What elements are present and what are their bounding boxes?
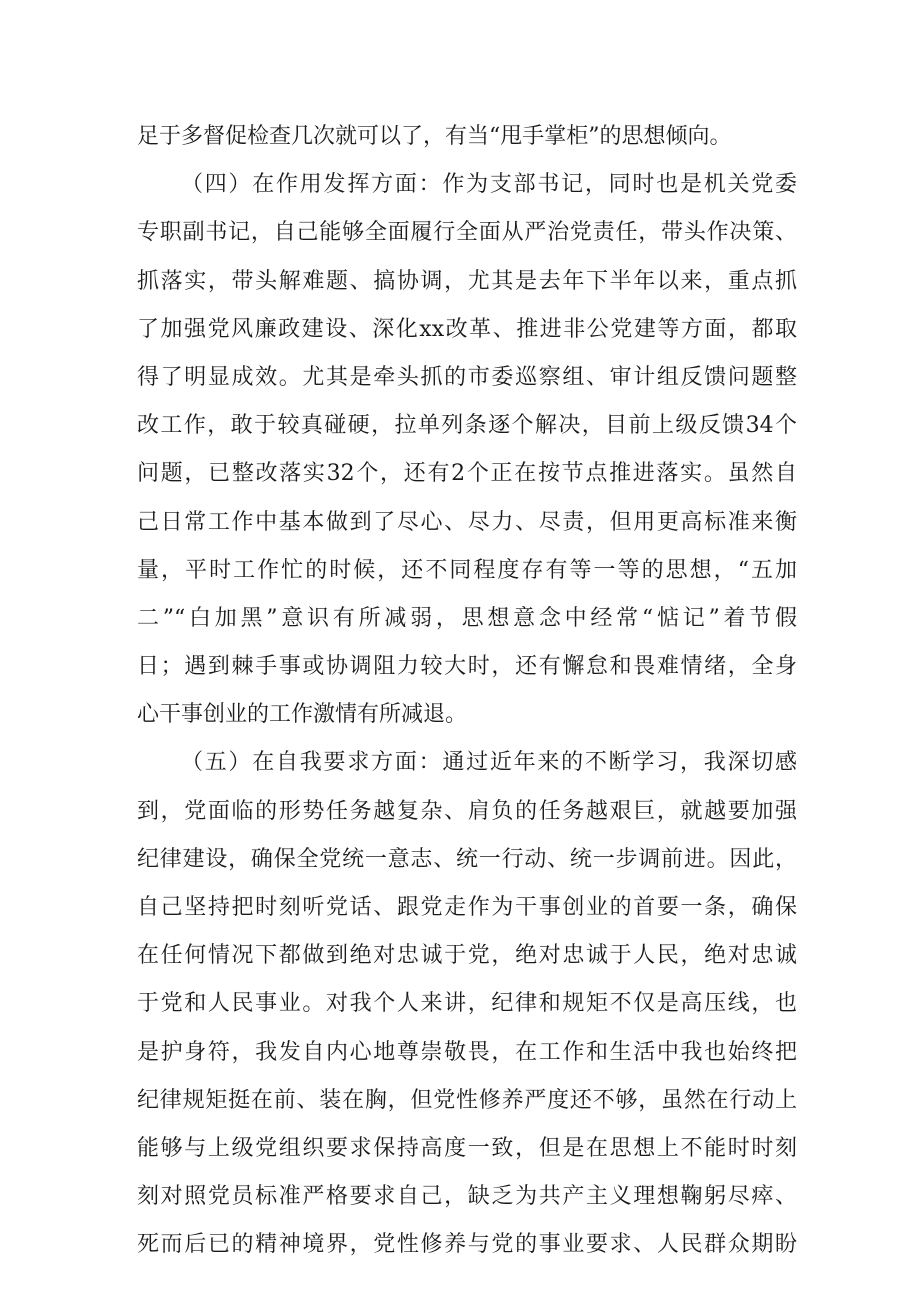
text-line: 死而后已的精神境界，党性修养与党的事业要求、人民群众期盼 xyxy=(137,1232,797,1258)
text-line: 得了明显成效。尤其是牵头抓的市委巡察组、审计组反馈问题整 xyxy=(137,364,797,390)
text-line: 是护身符，我发自内心地尊崇敬畏，在工作和生活中我也始终把 xyxy=(137,1039,797,1065)
text-line: 问题，已整改落实32个，还有2个正在按节点推进落实。虽然自 xyxy=(137,461,797,487)
text-line: 专职副书记，自己能够全面履行全面从严治党责任，带头作决策、 xyxy=(137,220,797,246)
text-line: 己日常工作中基本做到了尽心、尽力、尽责，但用更高标准来衡 xyxy=(137,509,797,535)
text-line: 日；遇到棘手事或协调阻力较大时，还有懈怠和畏难情绪，全身 xyxy=(137,654,797,680)
text-line: 足于多督促检查几次就可以了，有当“甩手掌柜”的思想倾向。 xyxy=(137,124,732,149)
text-line: 能够与上级党组织要求保持高度一致，但是在思想上不能时时刻 xyxy=(137,1135,797,1161)
text-line: （四）在作用发挥方面：作为支部书记，同时也是机关党委 xyxy=(181,172,797,198)
text-line: 纪律规矩挺在前、装在胸，但党性修养严度还不够，虽然在行动上 xyxy=(137,1087,797,1113)
text-line: 到，党面临的形势任务越复杂、肩负的任务越艰巨，就越要加强 xyxy=(137,798,797,824)
text-line: 刻对照党员标准严格要求自己，缺乏为共产主义理想鞠躬尽瘁、 xyxy=(137,1184,797,1210)
text-line: 于党和人民事业。对我个人来讲，纪律和规矩不仅是高压线，也 xyxy=(137,991,797,1017)
text-line: 自己坚持把时刻听党话、跟党走作为干事创业的首要一条，确保 xyxy=(137,895,797,920)
text-line: 抓落实，带头解难题、搞协调，尤其是去年下半年以来，重点抓 xyxy=(137,268,797,294)
text-line: 量，平时工作忙的时候，还不同程度存有等一等的思想，“五加 xyxy=(137,557,797,583)
text-line: 了加强党风廉政建设、深化xx改革、推进非公党建等方面，都取 xyxy=(137,316,797,342)
text-line: 心干事创业的工作激情有所减退。 xyxy=(137,702,468,728)
text-line: 改工作，敢于较真碰硬，拉单列条逐个解决，目前上级反馈34个 xyxy=(137,413,797,439)
text-line: 二”“白加黑”意识有所减弱，思想意念中经常“惦记”着节假 xyxy=(137,605,797,631)
text-line: 在任何情况下都做到绝对忠诚于党，绝对忠诚于人民，绝对忠诚 xyxy=(137,943,797,969)
body-text xyxy=(137,113,797,1270)
text-line: 纪律建设，确保全党统一意志、统一行动、统一步调前进。因此， xyxy=(137,846,797,872)
text-line: （五）在自我要求方面：通过近年来的不断学习，我深切感 xyxy=(181,750,797,776)
